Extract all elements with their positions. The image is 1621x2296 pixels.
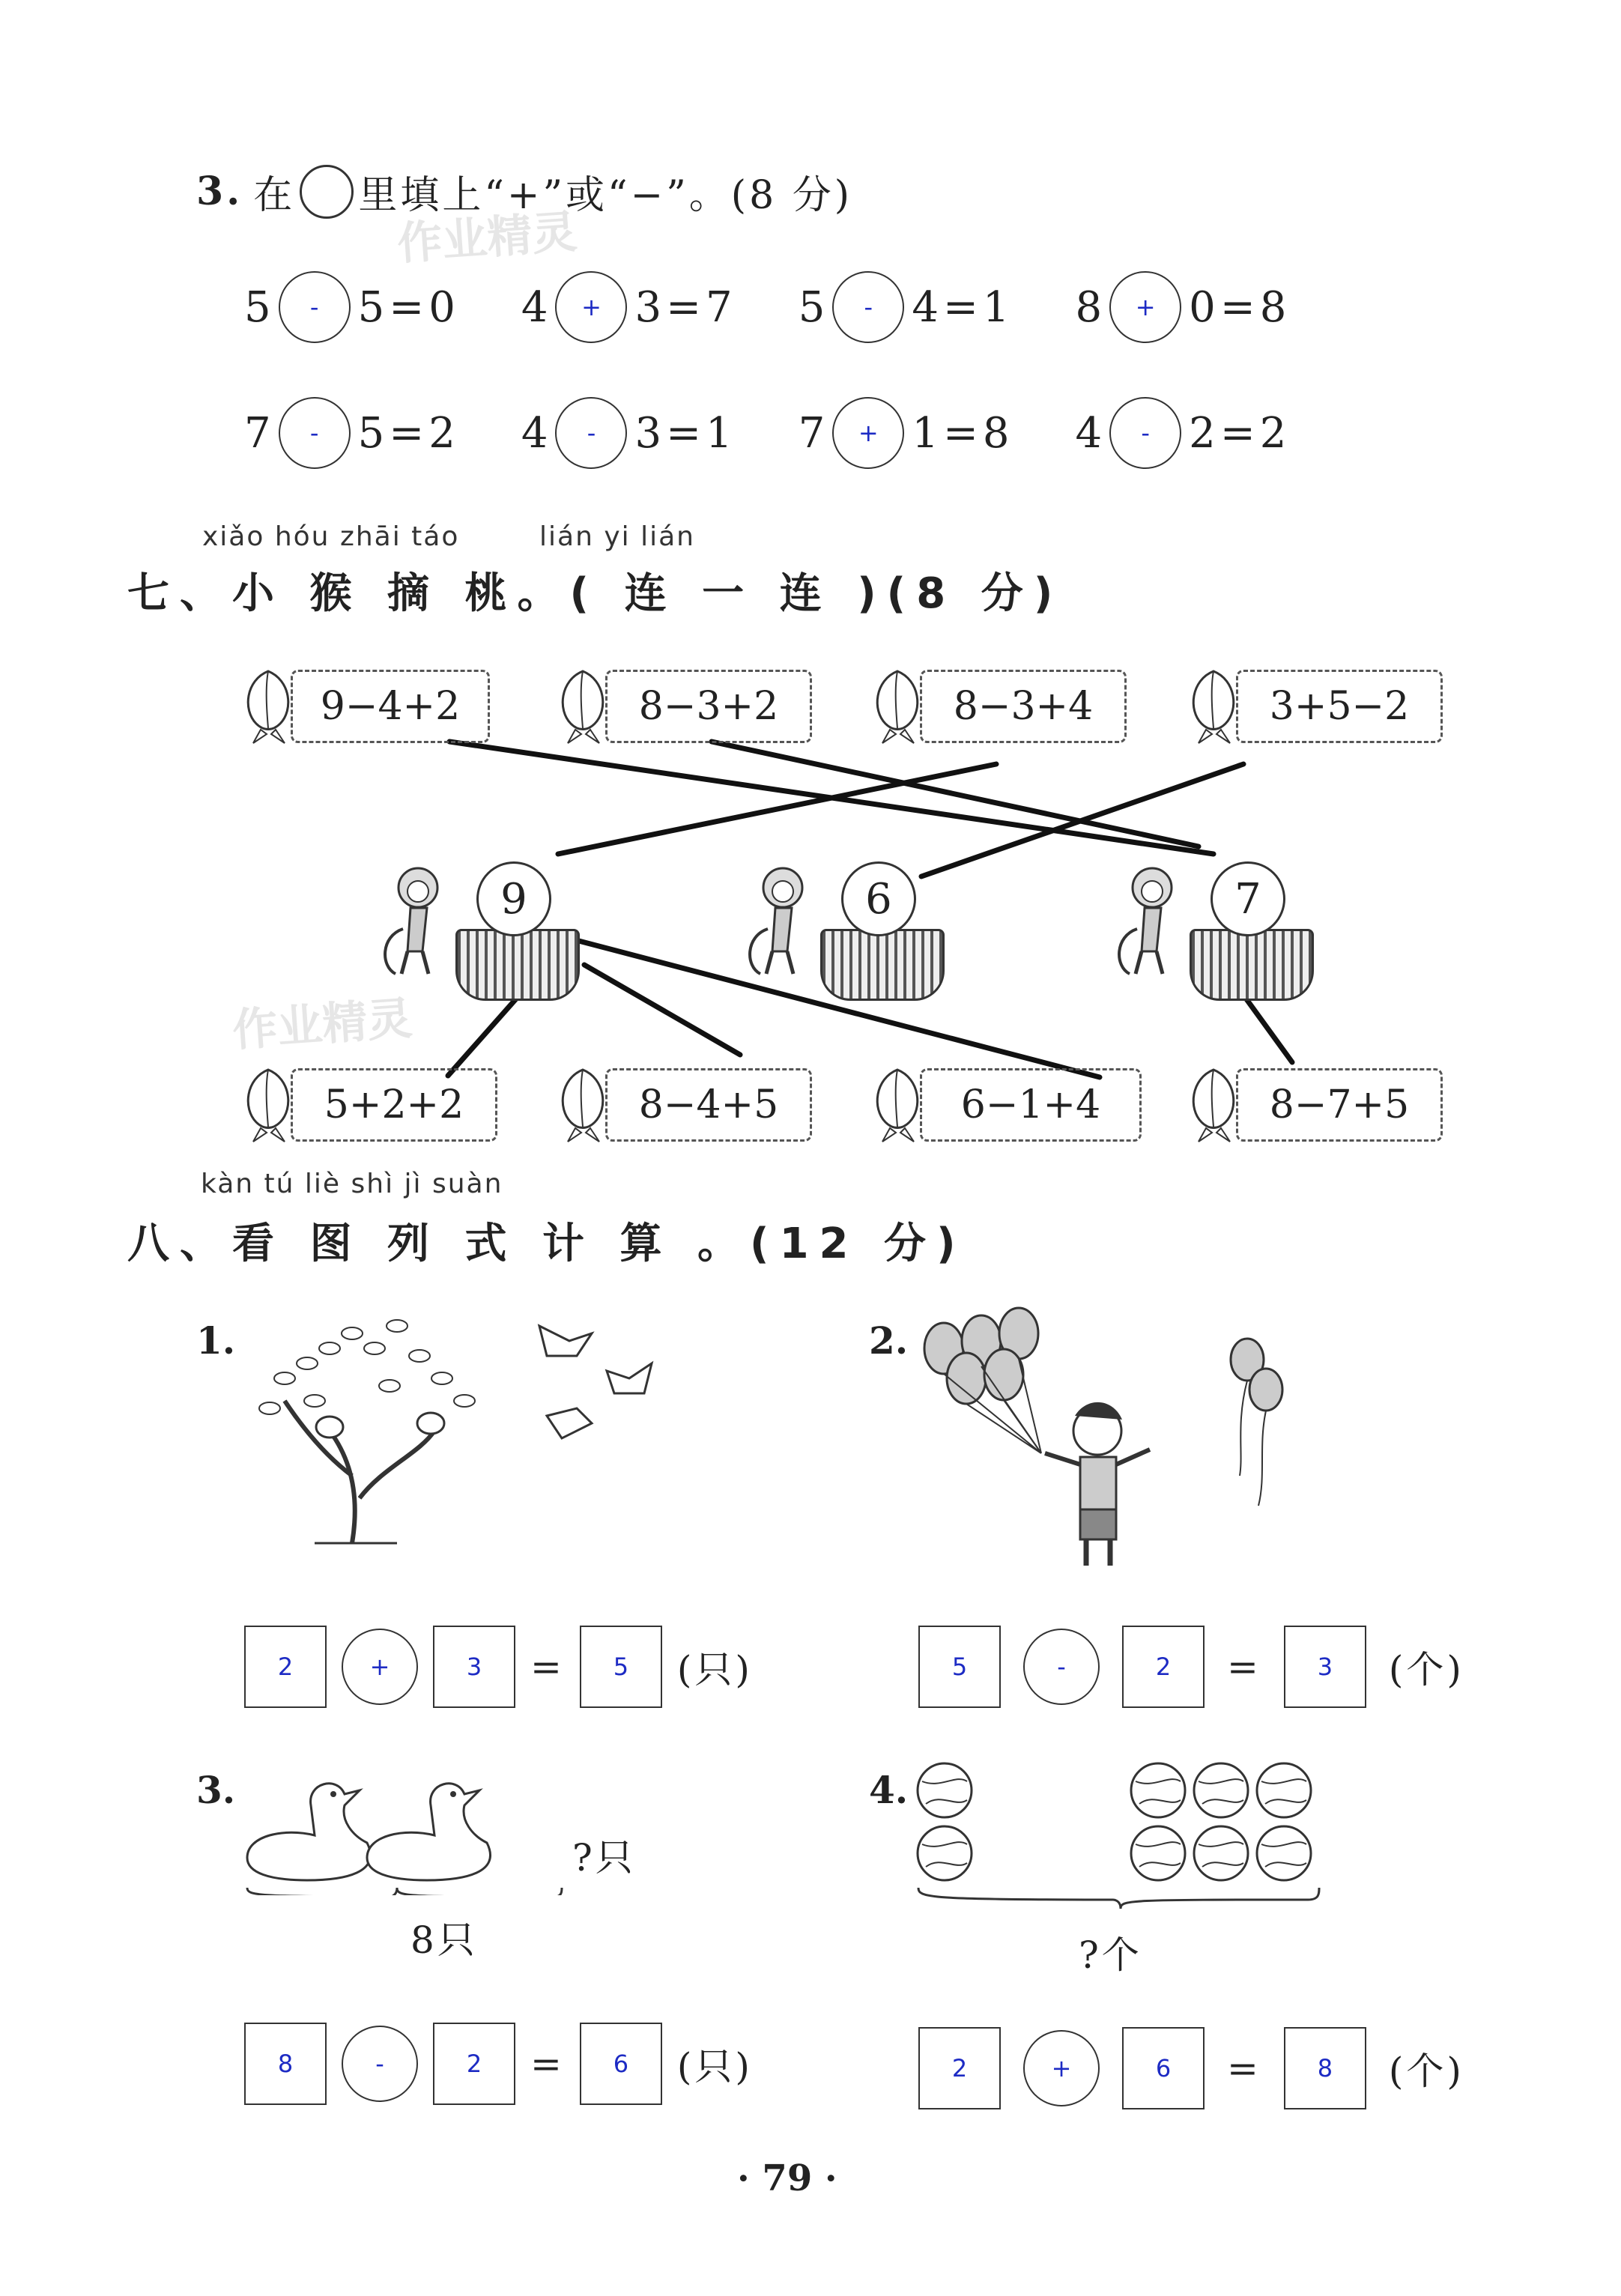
unit-label: (个) bbox=[1388, 2050, 1464, 2093]
section7-pinyin: lián yi lián bbox=[539, 521, 695, 552]
monkey-icon bbox=[1115, 861, 1197, 989]
operator-circle[interactable]: + bbox=[832, 397, 904, 469]
peach-icon bbox=[867, 1064, 927, 1146]
peach-expression: 8−4+5 bbox=[605, 1068, 812, 1142]
answer-box[interactable]: 2 bbox=[244, 1626, 327, 1708]
peach-icon bbox=[238, 665, 298, 748]
answer-box[interactable]: 8 bbox=[1284, 2027, 1366, 2109]
peach-top-2[interactable] bbox=[553, 665, 812, 748]
tree-birds-illustration bbox=[240, 1303, 689, 1558]
unit-label: (只) bbox=[676, 1648, 753, 1691]
operator-circle[interactable]: + bbox=[342, 1629, 418, 1705]
answer-box[interactable]: 3 bbox=[433, 1626, 515, 1708]
operator-circle[interactable]: + bbox=[555, 271, 627, 343]
equation-row-1 bbox=[244, 1626, 753, 1708]
answer-box[interactable]: 5 bbox=[580, 1626, 662, 1708]
peach-expression: 6−1+4 bbox=[920, 1068, 1142, 1142]
answer-box[interactable]: 6 bbox=[1122, 2027, 1205, 2109]
peach-bottom-2[interactable] bbox=[553, 1064, 812, 1146]
connect-line bbox=[558, 764, 996, 854]
unit-label: (个) bbox=[1388, 1648, 1464, 1691]
peach-icon bbox=[867, 665, 927, 748]
boy-balloons-illustration bbox=[906, 1303, 1326, 1573]
equation-row-3 bbox=[244, 2023, 753, 2105]
peach-icon bbox=[1184, 665, 1243, 748]
peach-expression: 3+5−2 bbox=[1236, 670, 1443, 743]
equals-sign: = bbox=[530, 1645, 565, 1688]
answer-box[interactable]: 2 bbox=[433, 2023, 515, 2105]
answer-box[interactable]: 2 bbox=[1122, 1626, 1205, 1708]
peach-top-4[interactable] bbox=[1184, 665, 1443, 748]
watermark: 作业精灵 bbox=[231, 992, 414, 1058]
peach-expression: 8−3+4 bbox=[920, 670, 1127, 743]
operator-circle[interactable]: - bbox=[279, 397, 351, 469]
equation: 5 - 4 = 1 bbox=[799, 270, 1010, 345]
peach-top-3[interactable] bbox=[867, 665, 1127, 748]
operator-circle[interactable]: - bbox=[279, 271, 351, 343]
section8-pinyin: kàn tú liè shì jì suàn bbox=[201, 1169, 503, 1199]
section7-title: 七、小 猴 摘 桃。( 连 一 连 )(8 分) bbox=[127, 569, 1064, 618]
equals-sign: = bbox=[530, 2042, 565, 2086]
equation: 4 - 3 = 1 bbox=[521, 396, 733, 470]
peach-icon bbox=[553, 1064, 613, 1146]
equation: 7 + 1 = 8 bbox=[799, 396, 1010, 470]
answer-box[interactable]: 2 bbox=[918, 2027, 1001, 2109]
equation-row-4 bbox=[918, 2027, 1464, 2109]
watermark: 作业精灵 bbox=[396, 205, 579, 271]
volleyballs-illustration bbox=[911, 1759, 1338, 1924]
q3-number: 3. bbox=[196, 169, 243, 214]
equation: 8 + 0 = 8 bbox=[1076, 270, 1287, 345]
equation: 5 - 5 = 0 bbox=[244, 270, 455, 345]
operator-circle[interactable]: - bbox=[832, 271, 904, 343]
section7-pinyin: xiǎo hóu zhāi táo bbox=[202, 521, 460, 552]
page-number: · 79 · bbox=[737, 2157, 837, 2199]
problem-number: 4. bbox=[869, 1768, 909, 1812]
peach-expression: 9−4+2 bbox=[291, 670, 490, 743]
operator-circle[interactable]: + bbox=[1109, 271, 1181, 343]
peach-expression: 8−7+5 bbox=[1236, 1068, 1443, 1142]
problem-number: 1. bbox=[196, 1318, 236, 1363]
equation: 4 + 3 = 7 bbox=[521, 270, 733, 345]
peach-top-1[interactable] bbox=[238, 665, 490, 748]
basket-number: 7 bbox=[1211, 861, 1285, 936]
operator-circle[interactable]: - bbox=[555, 397, 627, 469]
peach-icon bbox=[553, 665, 613, 748]
unit-label: (只) bbox=[676, 2045, 753, 2088]
peach-expression: 5+2+2 bbox=[291, 1068, 497, 1142]
operator-circle[interactable]: - bbox=[342, 2026, 418, 2102]
operator-circle[interactable]: + bbox=[1023, 2030, 1100, 2106]
peach-icon bbox=[1184, 1064, 1243, 1146]
monkey-icon bbox=[381, 861, 463, 989]
total-label: 8只 bbox=[410, 1918, 478, 1962]
peach-bottom-1[interactable] bbox=[238, 1064, 497, 1146]
peach-bottom-3[interactable] bbox=[867, 1064, 1142, 1146]
equation: 4 - 2 = 2 bbox=[1076, 396, 1287, 470]
basket-icon bbox=[455, 929, 580, 1001]
equals-sign: = bbox=[1227, 1645, 1261, 1688]
basket-number: 6 bbox=[841, 861, 916, 936]
q3-title-pre: 在 bbox=[253, 173, 296, 218]
total-label: ?个 bbox=[1079, 1933, 1142, 1977]
q3-title-post: 里填上“+”或“−”。(8 分) bbox=[358, 173, 852, 218]
equation: 7 - 5 = 2 bbox=[244, 396, 455, 470]
connect-line bbox=[712, 742, 1199, 846]
answer-box[interactable]: 6 bbox=[580, 2023, 662, 2105]
peach-expression: 8−3+2 bbox=[605, 670, 812, 743]
basket-number: 9 bbox=[476, 861, 551, 936]
answer-box[interactable]: 3 bbox=[1284, 1626, 1366, 1708]
equals-sign: = bbox=[1227, 2047, 1261, 2090]
section8-title: 八、看 图 列 式 计 算 。(12 分) bbox=[127, 1220, 966, 1268]
peach-bottom-4[interactable] bbox=[1184, 1064, 1443, 1146]
answer-box[interactable]: 8 bbox=[244, 2023, 327, 2105]
answer-box[interactable]: 5 bbox=[918, 1626, 1001, 1708]
operator-circle[interactable]: - bbox=[1109, 397, 1181, 469]
monkey-icon bbox=[745, 861, 828, 989]
peach-icon bbox=[238, 1064, 298, 1146]
problem-number: 3. bbox=[196, 1768, 236, 1812]
problem-number: 2. bbox=[869, 1318, 909, 1363]
basket-icon bbox=[1190, 929, 1314, 1001]
operator-circle[interactable]: - bbox=[1023, 1629, 1100, 1705]
question-label: ?只 bbox=[572, 1836, 636, 1879]
basket-icon bbox=[820, 929, 945, 1001]
equation-row-2 bbox=[918, 1626, 1464, 1708]
